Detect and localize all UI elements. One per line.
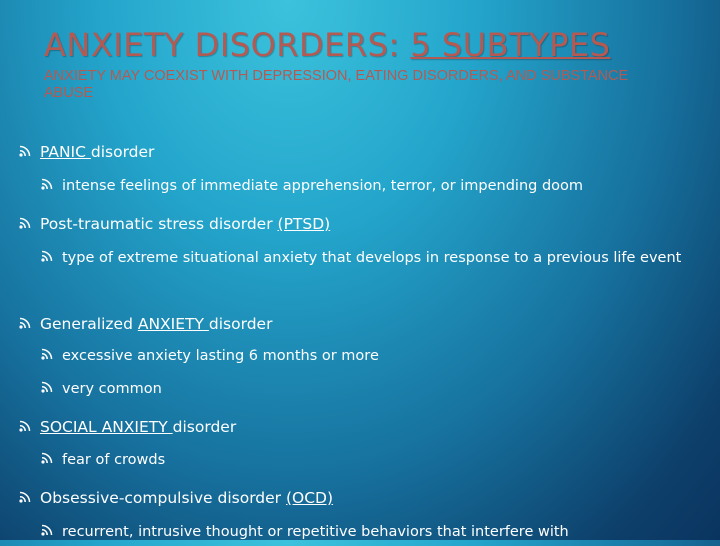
wifi-signal-bullet-icon	[18, 144, 40, 158]
list-subitem-panic	[40, 172, 583, 200]
panic-label: disorder	[90, 143, 155, 161]
gad-description-2: very common	[62, 381, 162, 397]
gad-label-suffix: disorder	[208, 315, 273, 333]
wifi-signal-bullet-icon	[40, 177, 62, 191]
list-item-social	[18, 413, 236, 441]
slide-subtitle: ANXIETY MAY COEXIST WITH DEPRESSION, EATING DISORDERS, AND SUBSTANCE ABUSE	[44, 68, 629, 101]
gad-label: Generalized	[40, 315, 138, 333]
list-subitem-ptsd	[40, 244, 700, 272]
list-subitem-gad-1	[40, 342, 379, 370]
ocd-link[interactable]: (OCD)	[285, 489, 334, 507]
wifi-signal-bullet-icon	[18, 490, 40, 504]
wifi-signal-bullet-icon	[40, 380, 62, 394]
ocd-label: Obsessive-compulsive disorder	[40, 489, 286, 507]
list-subitem-ocd	[40, 518, 569, 546]
wifi-signal-bullet-icon	[18, 316, 40, 330]
list-item-ocd	[18, 484, 333, 512]
list-subitem-social	[40, 446, 165, 474]
wifi-signal-bullet-icon	[40, 249, 62, 263]
wifi-signal-bullet-icon	[40, 347, 62, 361]
list-item-gad	[18, 310, 272, 338]
slide-title	[44, 26, 610, 64]
social-description: fear of crowds	[62, 452, 166, 468]
ptsd-description: type of extreme situational anxiety that develops in response to a previous life event	[62, 250, 682, 266]
wifi-signal-bullet-icon	[40, 451, 62, 465]
social-label: disorder	[172, 418, 237, 436]
wifi-signal-bullet-icon	[18, 419, 40, 433]
panic-description: intense feelings of immediate apprehension, terror, or impending doom	[62, 178, 584, 194]
ptsd-label: Post-traumatic stress disorder	[40, 215, 278, 233]
ptsd-link[interactable]: (PTSD)	[277, 215, 331, 233]
title-prefix: ANXIETY DISORDERS:	[44, 26, 411, 64]
panic-link[interactable]: PANIC	[40, 143, 91, 161]
list-subitem-gad-2	[40, 375, 162, 403]
wifi-signal-bullet-icon	[40, 523, 62, 537]
social-link[interactable]: SOCIAL ANXIETY	[40, 418, 173, 436]
title-emphasis: 5 SUBTYPES	[410, 26, 611, 64]
gad-link[interactable]: ANXIETY	[137, 315, 209, 333]
list-item-panic	[18, 138, 154, 166]
list-item-ptsd	[18, 210, 330, 238]
ocd-description: recurrent, intrusive thought or repetitive behaviors that interfere with	[62, 524, 569, 540]
wifi-signal-bullet-icon	[18, 216, 40, 230]
gad-description-1: excessive anxiety lasting 6 months or more	[62, 348, 379, 364]
